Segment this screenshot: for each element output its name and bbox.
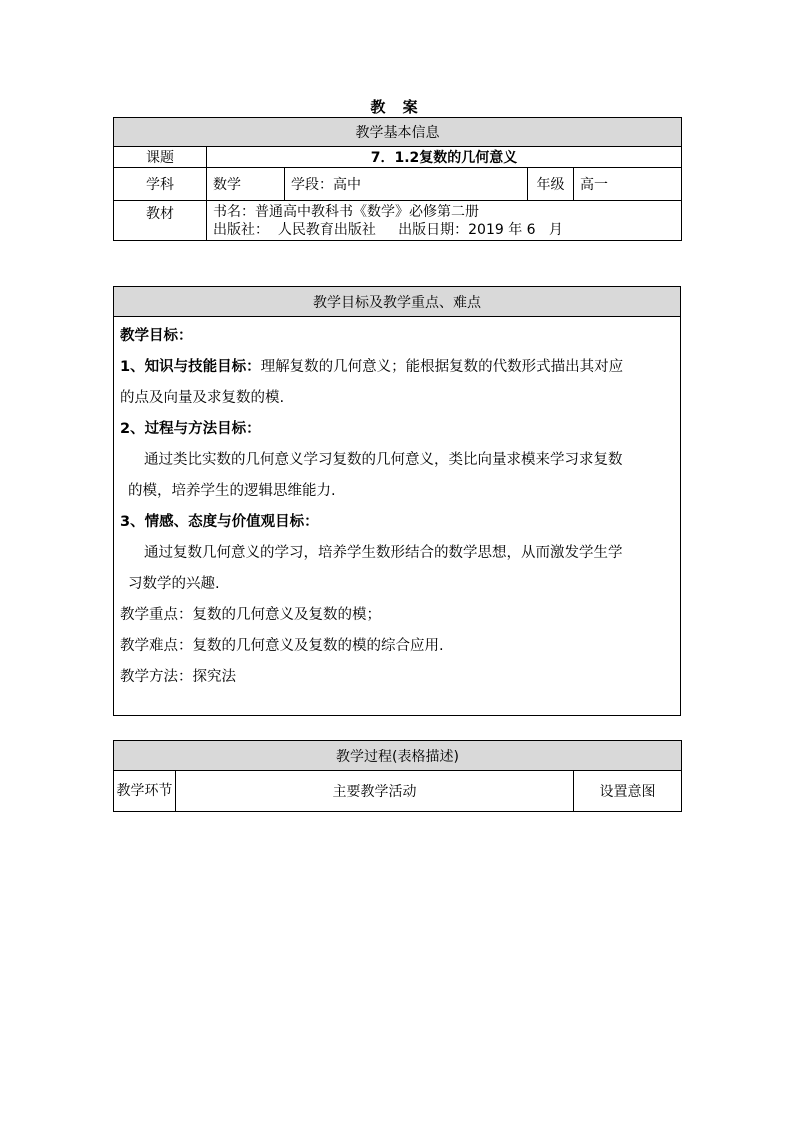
col-main-activities: 主要教学活动 [176,771,574,812]
goal-item-2-cont: 的模，培养学生的逻辑思维能力. [128,483,336,499]
col-design-intent: 设置意图 [574,771,682,812]
stage-text: 学段：高中 [285,168,528,201]
goal-item-1 [120,352,674,383]
topic-label: 课题 [114,147,207,168]
goal-item-3-text: 通过复数几何意义的学习，培养学生数形结合的数学思想，从而激发学生学 [144,545,623,561]
process-table [113,740,682,812]
topic-value: 7．1.2复数的几何意义 [207,147,682,168]
col-teaching-stage: 教学环节 [114,771,176,812]
grade-label: 年级 [528,168,574,201]
objectives-content [114,317,681,716]
document-title: 教 案 [370,98,424,116]
textbook-name: 书名：普通高中教科书《数学》必修第二册 [213,203,479,220]
teaching-method: 教学方法：探究法 [120,669,236,685]
basic-info-header: 教学基本信息 [114,118,682,147]
textbook-info [207,201,682,241]
process-header: 教学过程(表格描述) [114,741,682,771]
key-point: 教学重点：复数的几何意义及复数的模； [120,607,381,623]
objectives-table [113,286,681,716]
textbook-label: 教材 [114,201,207,241]
difficulty: 教学难点：复数的几何意义及复数的模的综合应用. [120,638,444,654]
goal-item-1-cont: 的点及向量及求复数的模. [120,390,285,406]
subject-label: 学科 [114,168,207,201]
goal-item-2-text: 通过类比实数的几何意义学习复数的几何意义，类比向量求模来学习求复数 [144,452,623,468]
goal-item-3-cont: 习数学的兴趣. [128,576,220,592]
objectives-header: 教学目标及教学重点、难点 [114,287,681,317]
textbook-publisher: 出版社： 人民教育出版社 出版日期：2019 年 6 月 [213,221,563,238]
basic-info-table [113,117,682,241]
goal-title: 教学目标： [120,328,193,344]
goal-item-1-text: 理解复数的几何意义；能根据复数的代数形式描出其对应 [260,359,624,375]
goal-item-1-label: 1、知识与技能目标： [120,359,261,375]
goal-item-2-label: 2、过程与方法目标： [120,421,261,437]
grade-value: 高一 [574,168,682,201]
subject-value: 数学 [207,168,285,201]
goal-item-3-label: 3、情感、态度与价值观目标： [120,514,319,530]
